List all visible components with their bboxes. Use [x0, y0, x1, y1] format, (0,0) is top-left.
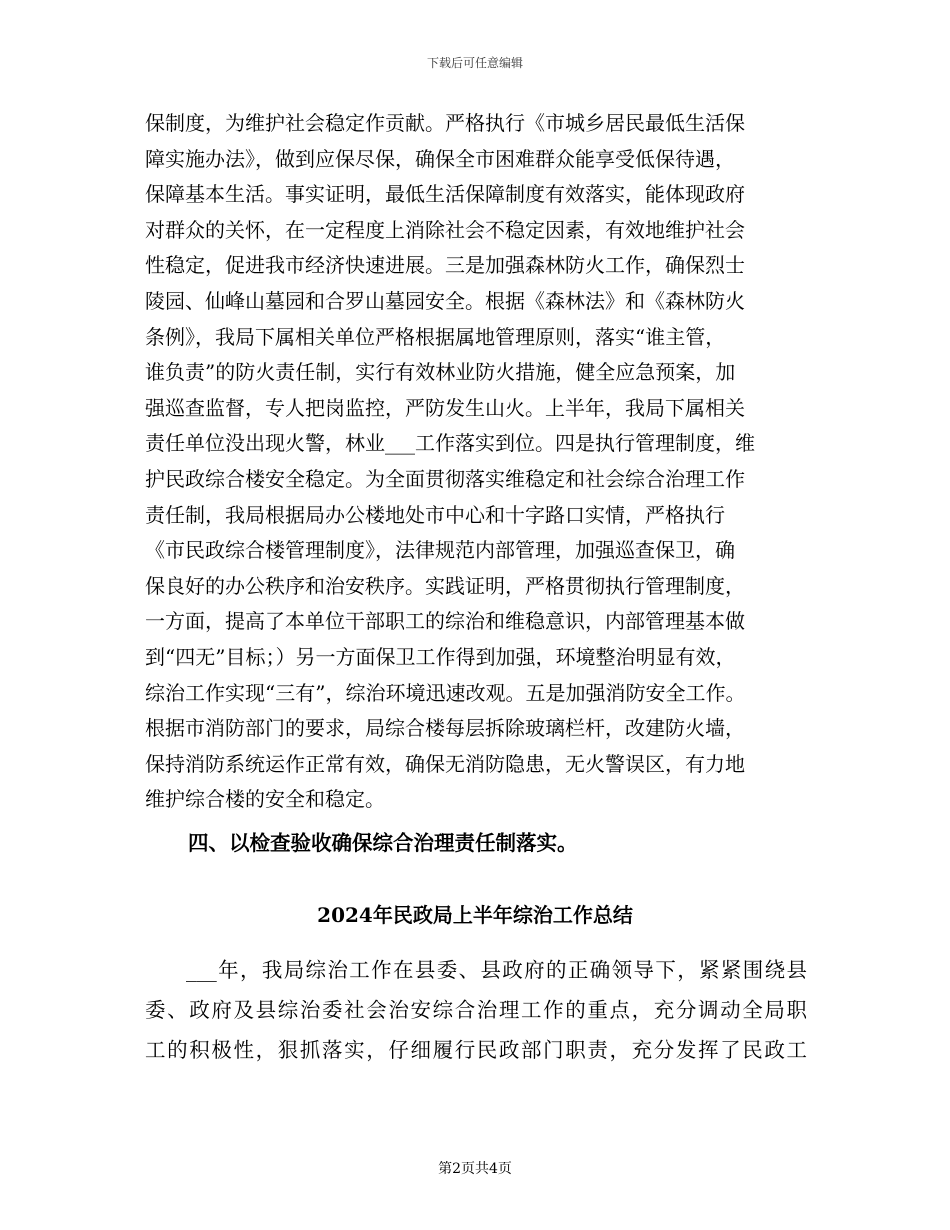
body-line: 障实施办法》，做到应保尽保，确保全市困难群众能享受低保待遇， — [145, 146, 735, 171]
body-paragraph — [145, 106, 805, 818]
body-line: 谁负责”的防火责任制，实行有效林业防火措施，健全应急预案，加 — [145, 360, 736, 385]
body-line: 一方面，提高了本单位干部职工的综治和维稳意识，内部管理基本做 — [145, 609, 745, 634]
body-line: 性稳定，促进我市经济快速进展。三是加强森林防火工作，确保烈士 — [145, 253, 745, 278]
body-line: 综治工作实现“三有”，综治环境迅速改观。五是加强消防安全工作。 — [145, 680, 746, 705]
body-line: 强巡查监督，专人把岗监控，严防发生山火。上半年，我局下属相关 — [145, 395, 745, 420]
page-number: 第2页共4页 — [438, 1161, 512, 1177]
body-line: 保制度，为维护社会稳定作贡献。严格执行《市城乡居民最低生活保 — [145, 111, 745, 135]
body-line: 责任单位没出现火警，林业___工作落实到位。四是执行管理制度，维 — [145, 431, 755, 456]
section-heading: 四、以检查验收确保综合治理责任制落实。 — [188, 831, 578, 855]
body-line: 责任制，我局根据局办公楼地处市中心和十字路口实情，严格执行 — [145, 502, 725, 527]
body-line: 保障基本生活。事实证明，最低生活保障制度有效落实，能体现政府 — [145, 182, 745, 207]
header-note: 下载后可任意编辑 — [426, 56, 523, 70]
body-line: 保持消防系统运作正常有效，确保无消防隐患，无火警误区，有力地 — [145, 751, 745, 776]
body-line: 对群众的关怀，在一定程度上消除社会不稳定因素，有效地维护社会 — [145, 217, 745, 242]
body-line: 到“四无”目标；）另一方面保卫工作得到加强，环境整治明显有效， — [145, 644, 736, 669]
intro-line: 工的积极性，狠抓落实，仔细履行民政部门职责，充分发挥了民政工 — [145, 1038, 807, 1062]
body-line: 维护综合楼的安全和稳定。 — [145, 787, 385, 812]
intro-line: 委、政府及县综治委社会治安综合治理工作的重点，充分调动全局职 — [145, 998, 807, 1022]
intro-line: ___年，我局综治工作在县委、县政府的正确领导下，紧紧围绕县 — [186, 958, 807, 982]
body-line: 护民政综合楼安全稳定。为全面贯彻落实维稳定和社会综合治理工作 — [145, 466, 745, 491]
body-line: 条例》，我局下属相关单位严格根据属地管理原则，落实“谁主管， — [145, 324, 726, 349]
body-line: 保良好的办公秩序和治安秩序。实践证明，严格贯彻执行管理制度， — [145, 573, 745, 598]
document-title: 2024年民政局上半年综治工作总结 — [317, 903, 633, 927]
body-line: 《市民政综合楼管理制度》，法律规范内部管理，加强巡查保卫，确 — [145, 538, 735, 563]
body-line: 根据市消防部门的要求，局综合楼每层拆除玻璃栏杆，改建防火墙， — [145, 716, 745, 741]
body-line: 陵园、仙峰山墓园和合罗山墓园安全。根据《森林法》和《森林防火 — [145, 288, 745, 313]
intro-paragraph — [145, 950, 807, 1070]
